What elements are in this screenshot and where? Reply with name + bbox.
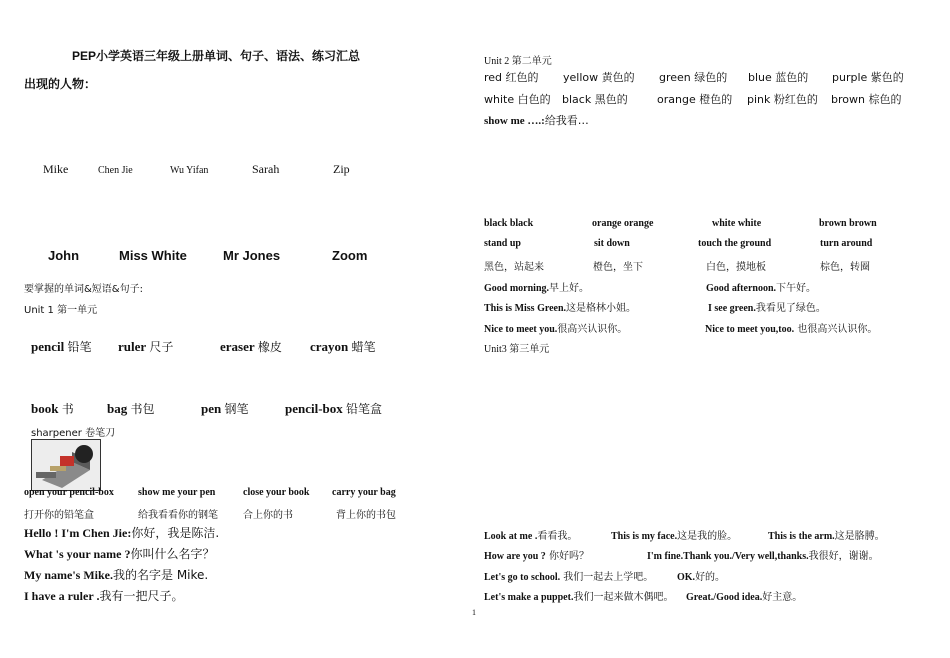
- character-name: Sarah: [252, 162, 280, 176]
- word-cn: 铅笔盒: [346, 402, 383, 416]
- character-name: Zoom: [332, 248, 368, 263]
- greeting-en: I see green.: [708, 303, 756, 314]
- character-name: John: [48, 248, 80, 263]
- greeting-cn: 下午好。: [776, 283, 816, 294]
- color-word: purple 紫色的: [832, 71, 904, 84]
- character-name: Mr Jones: [223, 248, 281, 263]
- sentence-en: This is the arm.: [768, 531, 835, 542]
- sentence-en: I have a ruler .: [24, 589, 100, 603]
- character-name: Wu Yifan: [170, 165, 209, 176]
- sentence-cn: 我们一起去上学吧。: [560, 572, 654, 583]
- word-cn: 铅笔: [67, 340, 92, 354]
- phrase-cn: 打开你的铅笔盒: [24, 510, 94, 521]
- greeting-line: [708, 299, 826, 314]
- sentence-cn: 好主意。: [762, 592, 803, 603]
- greeting-line: [484, 299, 636, 314]
- word-item: [220, 338, 282, 355]
- command-action: stand up: [484, 238, 521, 249]
- sentence-line: [24, 545, 214, 562]
- sentence-en: What 's your name ?: [24, 547, 131, 561]
- greeting-cn: 也很高兴认识你。: [794, 324, 878, 335]
- color-word: red 红色的: [484, 71, 539, 84]
- word-en: pen: [201, 401, 222, 416]
- command-translation: 橙色，坐下: [593, 262, 643, 273]
- show-me-line: [484, 112, 589, 128]
- greeting-en: Nice to meet you.: [484, 324, 558, 335]
- command-translation: 棕色，转圈: [820, 262, 870, 273]
- phrase-en: carry your bag: [332, 487, 396, 498]
- unit3-sentence: [484, 547, 589, 562]
- greeting-line: [706, 279, 816, 294]
- greeting-line: [705, 320, 877, 335]
- word-item: [285, 400, 382, 417]
- sentence-en: Great./Good idea.: [686, 592, 763, 603]
- word-en: pencil: [31, 339, 65, 354]
- sentence-en: My name's Mike.: [24, 568, 113, 582]
- word-cn: 尺子: [149, 340, 174, 354]
- sentence-cn: 你好吗？: [545, 551, 589, 562]
- sharpener-word: sharpener 卷笔刀: [31, 428, 116, 439]
- command-action: sit down: [594, 238, 630, 249]
- command-translation: 黑色，站起来: [484, 262, 544, 273]
- sentence-en: This is my face.: [611, 531, 678, 542]
- greeting-en: Good afternoon.: [706, 283, 776, 294]
- word-en: bag: [107, 401, 128, 416]
- word-cn: 书: [61, 402, 74, 416]
- color-word: pink 粉红色的: [747, 93, 818, 106]
- command-pair: black black: [484, 218, 534, 229]
- word-cn: 蜡笔: [351, 340, 376, 354]
- phrase-cn: 合上你的书: [243, 510, 293, 521]
- unit3-sentence: [677, 568, 725, 583]
- sentence-cn: 你好，我是陈洁.: [131, 526, 220, 540]
- show-me-cn: 给我看…: [544, 114, 589, 127]
- command-action: touch the ground: [698, 238, 772, 249]
- unit3-heading: Unit3 第三单元: [484, 344, 550, 355]
- greeting-cn: 早上好。: [549, 283, 590, 294]
- sentence-cn: 这是我的脸。: [677, 531, 738, 542]
- sentence-en: Hello ! I'm Chen Jie:: [24, 526, 132, 540]
- sentence-line: [24, 524, 219, 541]
- color-word: black 黑色的: [562, 93, 628, 106]
- unit1-heading: Unit 1 第一单元: [24, 305, 98, 316]
- sentence-en: OK.: [677, 572, 696, 583]
- word-item: [31, 400, 74, 417]
- command-pair: white white: [712, 218, 762, 229]
- word-item: [31, 338, 92, 355]
- word-cn: 书包: [130, 402, 155, 416]
- character-name: Zip: [333, 162, 350, 176]
- document-title: PEP小学英语三年级上册单词、句子、语法、练习汇总: [72, 49, 361, 63]
- word-en: pencil-box: [285, 401, 343, 416]
- greeting-line: [484, 279, 589, 294]
- phrase-en: close your book: [243, 487, 310, 498]
- sentence-cn: 我的名字是 Mike.: [113, 568, 209, 582]
- pencil-sharpener-image: [31, 439, 101, 491]
- sentence-line: [24, 587, 183, 604]
- sentence-line: [24, 566, 208, 583]
- color-word: white 白色的: [484, 93, 551, 106]
- word-cn: 钢笔: [224, 402, 249, 416]
- unit2-heading: Unit 2 第二单元: [484, 56, 552, 67]
- word-cn: 橡皮: [257, 340, 282, 354]
- unit3-sentence: [484, 568, 653, 583]
- word-en: crayon: [310, 339, 349, 354]
- command-action: turn around: [820, 238, 873, 249]
- word-en: book: [31, 401, 59, 416]
- sentence-en: Let's go to school.: [484, 572, 561, 583]
- sentence-cn: 我有一把尺子。: [99, 589, 184, 603]
- color-word: yellow 黄色的: [563, 71, 635, 84]
- phrase-cn: 给我看看你的钢笔: [138, 510, 218, 521]
- page-number: 1: [472, 608, 476, 617]
- greeting-cn: 很高兴认识你。: [557, 324, 628, 335]
- phrase-en: open your pencil-box: [24, 487, 114, 498]
- greeting-line: [484, 320, 627, 335]
- sentence-en: Look at me .: [484, 531, 538, 542]
- word-item: [107, 400, 155, 417]
- word-item: [118, 338, 173, 355]
- show-me-en: show me ….:: [484, 115, 545, 127]
- word-en: eraser: [220, 339, 255, 354]
- greeting-cn: 这是格林小姐。: [566, 303, 637, 314]
- phrase-cn: 背上你的书包: [336, 510, 396, 521]
- color-word: blue 蓝色的: [748, 71, 809, 84]
- unit3-sentence: [768, 527, 885, 542]
- phrase-en: show me your pen: [138, 487, 216, 498]
- word-item: [310, 338, 376, 355]
- sentence-en: Let's make a puppet.: [484, 592, 574, 603]
- greeting-en: This is Miss Green.: [484, 303, 567, 314]
- color-word: brown 棕色的: [831, 93, 902, 106]
- unit3-sentence: [611, 527, 737, 542]
- color-word: green 绿色的: [659, 71, 728, 84]
- character-name: Chen Jie: [98, 165, 133, 176]
- greeting-cn: 我看见了绿色。: [755, 303, 826, 314]
- character-name: Mike: [43, 162, 69, 176]
- sentence-cn: 这是胳膊。: [834, 531, 885, 542]
- unit3-sentence: [686, 588, 802, 603]
- unit3-sentence: [484, 588, 673, 603]
- character-name: Miss White: [119, 248, 187, 263]
- greeting-en: Nice to meet you,too.: [705, 324, 795, 335]
- sentence-cn: 看看我。: [537, 531, 578, 542]
- unit3-sentence: [484, 527, 577, 542]
- sentence-cn: 我们一起来做木偶吧。: [573, 592, 674, 603]
- characters-heading: 出现的人物：: [24, 77, 97, 91]
- sentence-cn: 你叫什么名字？: [130, 547, 215, 561]
- word-en: ruler: [118, 339, 147, 354]
- unit3-sentence: [647, 547, 879, 562]
- color-word: orange 橙色的: [657, 93, 733, 106]
- sentence-en: How are you ?: [484, 551, 546, 562]
- sentence-cn: 好的。: [695, 572, 726, 583]
- master-heading: 要掌握的单词&短语&句子:: [24, 284, 143, 295]
- greeting-en: Good morning.: [484, 283, 550, 294]
- command-translation: 白色，摸地板: [706, 262, 766, 273]
- sentence-cn: 我很好，谢谢。: [808, 551, 879, 562]
- command-pair: brown brown: [819, 218, 877, 229]
- word-item: [201, 400, 249, 417]
- command-pair: orange orange: [592, 218, 654, 229]
- sentence-en: I'm fine.Thank you./Very well,thanks.: [647, 551, 809, 562]
